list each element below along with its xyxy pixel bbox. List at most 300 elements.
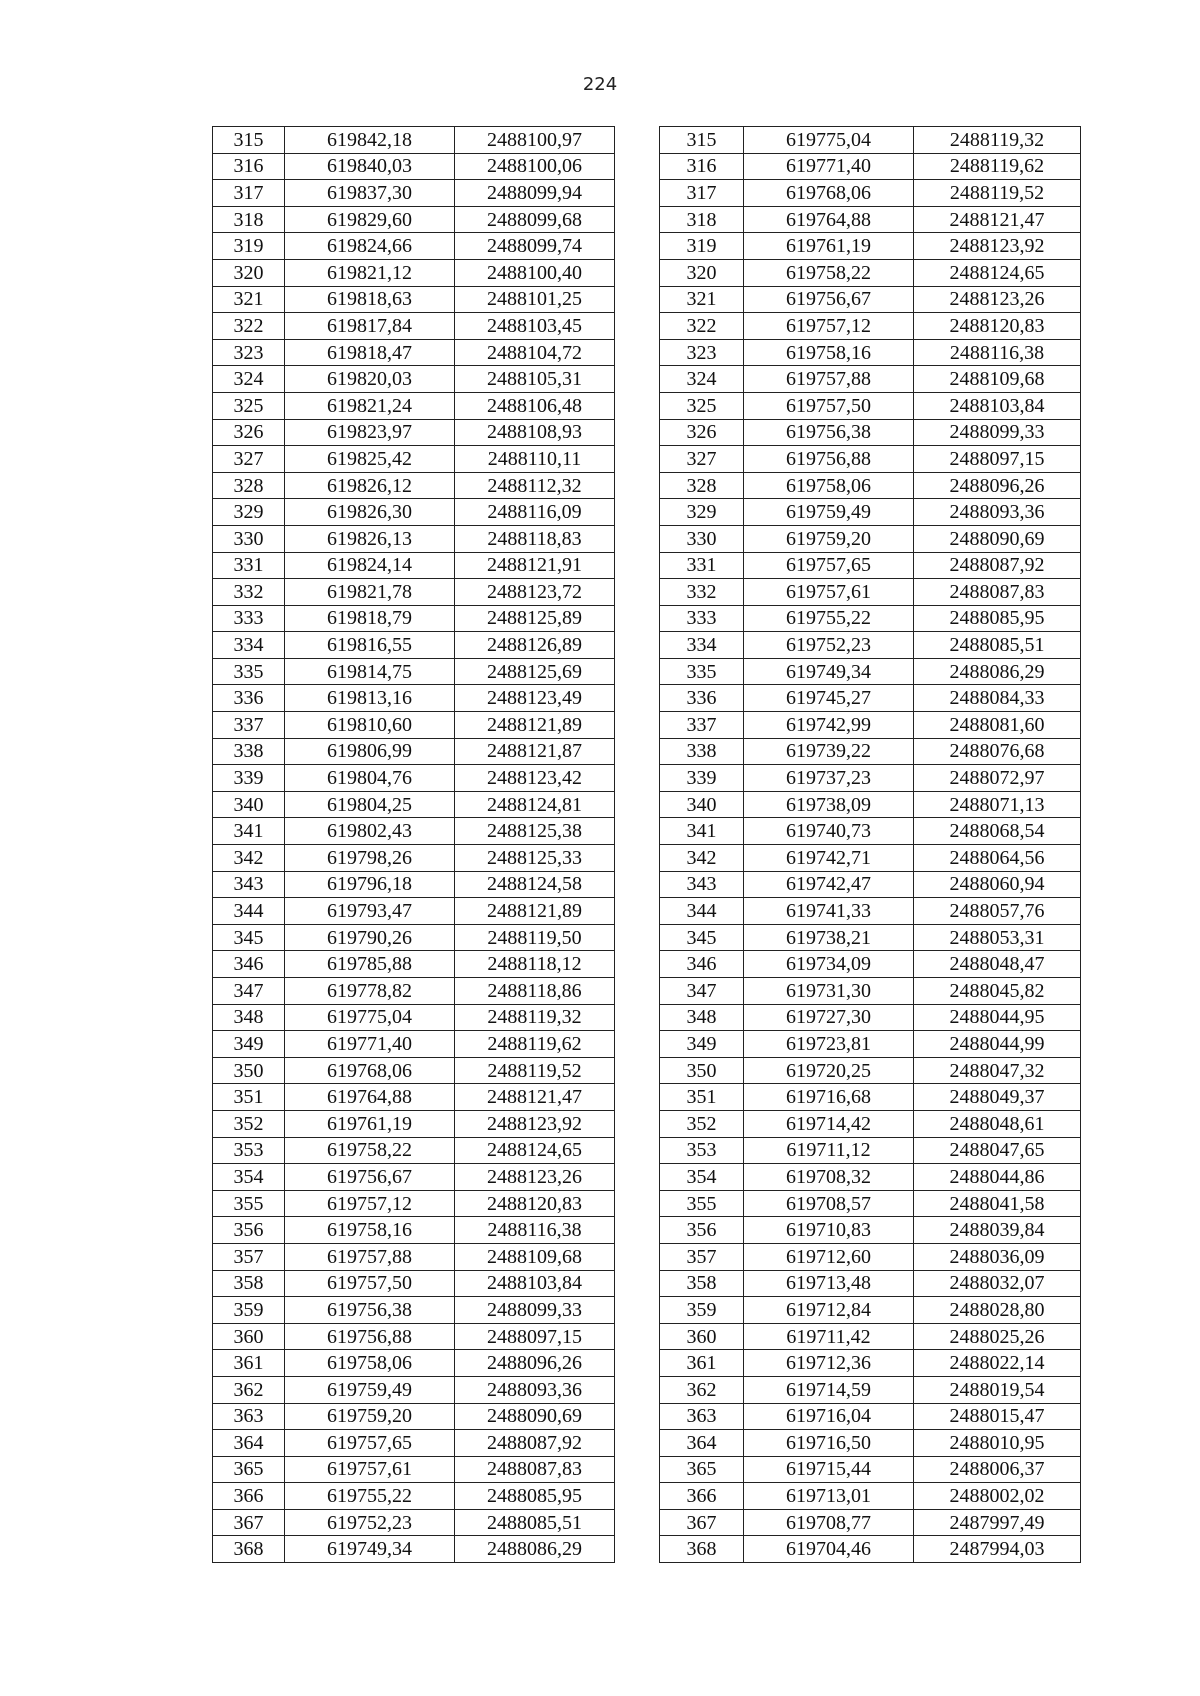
right-x-coordinate-cell: 619708,32 bbox=[744, 1164, 914, 1191]
right-point-number-cell: 324 bbox=[660, 366, 744, 393]
left-y-coordinate-cell: 2488099,68 bbox=[455, 206, 615, 233]
right-x-coordinate-cell: 619715,44 bbox=[744, 1456, 914, 1483]
right-x-coordinate-cell: 619714,42 bbox=[744, 1110, 914, 1137]
right-point-number-cell: 350 bbox=[660, 1057, 744, 1084]
right-x-coordinate-cell: 619713,01 bbox=[744, 1483, 914, 1510]
right-point-number-cell: 367 bbox=[660, 1509, 744, 1536]
left-x-coordinate-cell: 619764,88 bbox=[285, 1084, 455, 1111]
table-row bbox=[213, 233, 1081, 260]
left-x-coordinate-cell: 619757,61 bbox=[285, 1456, 455, 1483]
table-row bbox=[213, 951, 1081, 978]
left-point-number-cell: 362 bbox=[213, 1376, 285, 1403]
left-y-coordinate-cell: 2488123,92 bbox=[455, 1110, 615, 1137]
right-x-coordinate-cell: 619713,48 bbox=[744, 1270, 914, 1297]
left-y-coordinate-cell: 2488097,15 bbox=[455, 1323, 615, 1350]
right-point-number-cell: 336 bbox=[660, 685, 744, 712]
left-point-number-cell: 325 bbox=[213, 392, 285, 419]
table-row bbox=[213, 1190, 1081, 1217]
column-gap bbox=[615, 499, 660, 526]
right-x-coordinate-cell: 619712,60 bbox=[744, 1243, 914, 1270]
left-point-number-cell: 332 bbox=[213, 579, 285, 606]
table-row bbox=[213, 685, 1081, 712]
right-y-coordinate-cell: 2488039,84 bbox=[914, 1217, 1081, 1244]
table-row bbox=[213, 1456, 1081, 1483]
right-point-number-cell: 358 bbox=[660, 1270, 744, 1297]
right-point-number-cell: 363 bbox=[660, 1403, 744, 1430]
right-y-coordinate-cell: 2488060,94 bbox=[914, 871, 1081, 898]
left-point-number-cell: 342 bbox=[213, 845, 285, 872]
right-y-coordinate-cell: 2488048,47 bbox=[914, 951, 1081, 978]
column-gap bbox=[615, 1376, 660, 1403]
table-row bbox=[213, 206, 1081, 233]
left-x-coordinate-cell: 619804,76 bbox=[285, 765, 455, 792]
table-row bbox=[213, 632, 1081, 659]
right-y-coordinate-cell: 2488025,26 bbox=[914, 1323, 1081, 1350]
left-y-coordinate-cell: 2488108,93 bbox=[455, 419, 615, 446]
right-point-number-cell: 318 bbox=[660, 206, 744, 233]
left-x-coordinate-cell: 619826,12 bbox=[285, 472, 455, 499]
column-gap bbox=[615, 1243, 660, 1270]
left-point-number-cell: 320 bbox=[213, 259, 285, 286]
table-row bbox=[213, 579, 1081, 606]
right-x-coordinate-cell: 619738,09 bbox=[744, 791, 914, 818]
right-x-coordinate-cell: 619740,73 bbox=[744, 818, 914, 845]
right-x-coordinate-cell: 619720,25 bbox=[744, 1057, 914, 1084]
right-point-number-cell: 343 bbox=[660, 871, 744, 898]
right-y-coordinate-cell: 2488019,54 bbox=[914, 1376, 1081, 1403]
column-gap bbox=[615, 579, 660, 606]
table-row bbox=[213, 765, 1081, 792]
right-x-coordinate-cell: 619745,27 bbox=[744, 685, 914, 712]
left-y-coordinate-cell: 2488123,42 bbox=[455, 765, 615, 792]
left-point-number-cell: 344 bbox=[213, 898, 285, 925]
table-row bbox=[213, 924, 1081, 951]
right-y-coordinate-cell: 2488087,92 bbox=[914, 552, 1081, 579]
right-x-coordinate-cell: 619757,50 bbox=[744, 392, 914, 419]
left-x-coordinate-cell: 619821,78 bbox=[285, 579, 455, 606]
right-point-number-cell: 353 bbox=[660, 1137, 744, 1164]
table-row bbox=[213, 1031, 1081, 1058]
column-gap bbox=[615, 685, 660, 712]
right-point-number-cell: 365 bbox=[660, 1456, 744, 1483]
right-point-number-cell: 338 bbox=[660, 738, 744, 765]
right-y-coordinate-cell: 2488044,95 bbox=[914, 1004, 1081, 1031]
table-row bbox=[213, 419, 1081, 446]
right-x-coordinate-cell: 619710,83 bbox=[744, 1217, 914, 1244]
left-y-coordinate-cell: 2488116,09 bbox=[455, 499, 615, 526]
left-y-coordinate-cell: 2488123,26 bbox=[455, 1164, 615, 1191]
left-point-number-cell: 359 bbox=[213, 1297, 285, 1324]
right-y-coordinate-cell: 2488044,86 bbox=[914, 1164, 1081, 1191]
left-point-number-cell: 340 bbox=[213, 791, 285, 818]
right-y-coordinate-cell: 2487994,03 bbox=[914, 1536, 1081, 1563]
left-x-coordinate-cell: 619768,06 bbox=[285, 1057, 455, 1084]
left-point-number-cell: 353 bbox=[213, 1137, 285, 1164]
right-x-coordinate-cell: 619727,30 bbox=[744, 1004, 914, 1031]
left-point-number-cell: 329 bbox=[213, 499, 285, 526]
right-y-coordinate-cell: 2488006,37 bbox=[914, 1456, 1081, 1483]
left-y-coordinate-cell: 2488124,81 bbox=[455, 791, 615, 818]
right-point-number-cell: 345 bbox=[660, 924, 744, 951]
column-gap bbox=[615, 259, 660, 286]
column-gap bbox=[615, 1350, 660, 1377]
left-x-coordinate-cell: 619826,30 bbox=[285, 499, 455, 526]
left-y-coordinate-cell: 2488103,45 bbox=[455, 313, 615, 340]
right-x-coordinate-cell: 619708,77 bbox=[744, 1509, 914, 1536]
left-y-coordinate-cell: 2488086,29 bbox=[455, 1536, 615, 1563]
left-point-number-cell: 334 bbox=[213, 632, 285, 659]
right-x-coordinate-cell: 619764,88 bbox=[744, 206, 914, 233]
left-y-coordinate-cell: 2488099,94 bbox=[455, 180, 615, 207]
right-y-coordinate-cell: 2488119,32 bbox=[914, 127, 1081, 154]
left-point-number-cell: 351 bbox=[213, 1084, 285, 1111]
left-x-coordinate-cell: 619798,26 bbox=[285, 845, 455, 872]
left-y-coordinate-cell: 2488125,38 bbox=[455, 818, 615, 845]
table-row bbox=[213, 525, 1081, 552]
column-gap bbox=[615, 419, 660, 446]
right-x-coordinate-cell: 619758,22 bbox=[744, 259, 914, 286]
left-y-coordinate-cell: 2488096,26 bbox=[455, 1350, 615, 1377]
table-row bbox=[213, 313, 1081, 340]
left-point-number-cell: 368 bbox=[213, 1536, 285, 1563]
left-point-number-cell: 363 bbox=[213, 1403, 285, 1430]
right-y-coordinate-cell: 2488072,97 bbox=[914, 765, 1081, 792]
left-point-number-cell: 366 bbox=[213, 1483, 285, 1510]
right-x-coordinate-cell: 619759,49 bbox=[744, 499, 914, 526]
right-y-coordinate-cell: 2488045,82 bbox=[914, 978, 1081, 1005]
right-point-number-cell: 341 bbox=[660, 818, 744, 845]
column-gap bbox=[615, 1164, 660, 1191]
right-y-coordinate-cell: 2488032,07 bbox=[914, 1270, 1081, 1297]
column-gap bbox=[615, 127, 660, 154]
column-gap bbox=[615, 632, 660, 659]
right-point-number-cell: 323 bbox=[660, 339, 744, 366]
right-point-number-cell: 328 bbox=[660, 472, 744, 499]
right-y-coordinate-cell: 2488044,99 bbox=[914, 1031, 1081, 1058]
left-y-coordinate-cell: 2488109,68 bbox=[455, 1243, 615, 1270]
left-x-coordinate-cell: 619757,50 bbox=[285, 1270, 455, 1297]
left-y-coordinate-cell: 2488099,33 bbox=[455, 1297, 615, 1324]
column-gap bbox=[615, 1430, 660, 1457]
right-x-coordinate-cell: 619758,16 bbox=[744, 339, 914, 366]
right-point-number-cell: 329 bbox=[660, 499, 744, 526]
right-point-number-cell: 346 bbox=[660, 951, 744, 978]
right-point-number-cell: 334 bbox=[660, 632, 744, 659]
left-y-coordinate-cell: 2488123,49 bbox=[455, 685, 615, 712]
right-x-coordinate-cell: 619757,88 bbox=[744, 366, 914, 393]
right-y-coordinate-cell: 2488123,26 bbox=[914, 286, 1081, 313]
left-y-coordinate-cell: 2488124,65 bbox=[455, 1137, 615, 1164]
left-y-coordinate-cell: 2488087,92 bbox=[455, 1430, 615, 1457]
right-x-coordinate-cell: 619711,42 bbox=[744, 1323, 914, 1350]
left-x-coordinate-cell: 619802,43 bbox=[285, 818, 455, 845]
table-row bbox=[213, 738, 1081, 765]
right-y-coordinate-cell: 2488084,33 bbox=[914, 685, 1081, 712]
table-row bbox=[213, 658, 1081, 685]
table-row bbox=[213, 1297, 1081, 1324]
table-row bbox=[213, 472, 1081, 499]
left-y-coordinate-cell: 2488093,36 bbox=[455, 1376, 615, 1403]
column-gap bbox=[615, 1137, 660, 1164]
left-point-number-cell: 361 bbox=[213, 1350, 285, 1377]
left-point-number-cell: 321 bbox=[213, 286, 285, 313]
table-row bbox=[213, 1004, 1081, 1031]
left-y-coordinate-cell: 2488085,51 bbox=[455, 1509, 615, 1536]
right-y-coordinate-cell: 2488097,15 bbox=[914, 446, 1081, 473]
left-y-coordinate-cell: 2488120,83 bbox=[455, 1190, 615, 1217]
left-point-number-cell: 333 bbox=[213, 605, 285, 632]
table-row bbox=[213, 1057, 1081, 1084]
column-gap bbox=[615, 313, 660, 340]
right-point-number-cell: 360 bbox=[660, 1323, 744, 1350]
right-point-number-cell: 349 bbox=[660, 1031, 744, 1058]
right-y-coordinate-cell: 2488036,09 bbox=[914, 1243, 1081, 1270]
right-point-number-cell: 330 bbox=[660, 525, 744, 552]
left-x-coordinate-cell: 619821,12 bbox=[285, 259, 455, 286]
right-y-coordinate-cell: 2488096,26 bbox=[914, 472, 1081, 499]
left-y-coordinate-cell: 2488124,58 bbox=[455, 871, 615, 898]
table-row bbox=[213, 978, 1081, 1005]
left-point-number-cell: 316 bbox=[213, 153, 285, 180]
right-point-number-cell: 364 bbox=[660, 1430, 744, 1457]
left-y-coordinate-cell: 2488101,25 bbox=[455, 286, 615, 313]
right-x-coordinate-cell: 619749,34 bbox=[744, 658, 914, 685]
left-x-coordinate-cell: 619761,19 bbox=[285, 1110, 455, 1137]
table-row bbox=[213, 180, 1081, 207]
right-point-number-cell: 359 bbox=[660, 1297, 744, 1324]
left-x-coordinate-cell: 619758,06 bbox=[285, 1350, 455, 1377]
right-point-number-cell: 325 bbox=[660, 392, 744, 419]
left-y-coordinate-cell: 2488112,32 bbox=[455, 472, 615, 499]
left-point-number-cell: 315 bbox=[213, 127, 285, 154]
column-gap bbox=[615, 1270, 660, 1297]
left-x-coordinate-cell: 619755,22 bbox=[285, 1483, 455, 1510]
left-point-number-cell: 346 bbox=[213, 951, 285, 978]
left-point-number-cell: 365 bbox=[213, 1456, 285, 1483]
right-x-coordinate-cell: 619723,81 bbox=[744, 1031, 914, 1058]
right-y-coordinate-cell: 2488010,95 bbox=[914, 1430, 1081, 1457]
table-row bbox=[213, 392, 1081, 419]
left-x-coordinate-cell: 619759,20 bbox=[285, 1403, 455, 1430]
left-y-coordinate-cell: 2488100,40 bbox=[455, 259, 615, 286]
right-x-coordinate-cell: 619739,22 bbox=[744, 738, 914, 765]
right-point-number-cell: 321 bbox=[660, 286, 744, 313]
right-x-coordinate-cell: 619731,30 bbox=[744, 978, 914, 1005]
column-gap bbox=[615, 898, 660, 925]
right-x-coordinate-cell: 619756,88 bbox=[744, 446, 914, 473]
column-gap bbox=[615, 446, 660, 473]
column-gap bbox=[615, 1456, 660, 1483]
left-x-coordinate-cell: 619758,16 bbox=[285, 1217, 455, 1244]
column-gap bbox=[615, 1297, 660, 1324]
left-point-number-cell: 318 bbox=[213, 206, 285, 233]
left-x-coordinate-cell: 619756,38 bbox=[285, 1297, 455, 1324]
left-x-coordinate-cell: 619816,55 bbox=[285, 632, 455, 659]
left-point-number-cell: 348 bbox=[213, 1004, 285, 1031]
right-point-number-cell: 319 bbox=[660, 233, 744, 260]
right-y-coordinate-cell: 2488123,92 bbox=[914, 233, 1081, 260]
left-point-number-cell: 356 bbox=[213, 1217, 285, 1244]
column-gap bbox=[615, 1403, 660, 1430]
right-x-coordinate-cell: 619737,23 bbox=[744, 765, 914, 792]
right-x-coordinate-cell: 619712,84 bbox=[744, 1297, 914, 1324]
table-row bbox=[213, 871, 1081, 898]
table-row bbox=[213, 499, 1081, 526]
right-point-number-cell: 351 bbox=[660, 1084, 744, 1111]
right-y-coordinate-cell: 2488085,95 bbox=[914, 605, 1081, 632]
left-x-coordinate-cell: 619818,79 bbox=[285, 605, 455, 632]
right-y-coordinate-cell: 2488086,29 bbox=[914, 658, 1081, 685]
column-gap bbox=[615, 552, 660, 579]
left-y-coordinate-cell: 2488090,69 bbox=[455, 1403, 615, 1430]
column-gap bbox=[615, 233, 660, 260]
right-y-coordinate-cell: 2488028,80 bbox=[914, 1297, 1081, 1324]
left-x-coordinate-cell: 619806,99 bbox=[285, 738, 455, 765]
right-y-coordinate-cell: 2487997,49 bbox=[914, 1509, 1081, 1536]
right-point-number-cell: 361 bbox=[660, 1350, 744, 1377]
right-x-coordinate-cell: 619771,40 bbox=[744, 153, 914, 180]
left-y-coordinate-cell: 2488118,86 bbox=[455, 978, 615, 1005]
left-point-number-cell: 354 bbox=[213, 1164, 285, 1191]
left-x-coordinate-cell: 619775,04 bbox=[285, 1004, 455, 1031]
left-x-coordinate-cell: 619840,03 bbox=[285, 153, 455, 180]
right-point-number-cell: 335 bbox=[660, 658, 744, 685]
left-x-coordinate-cell: 619824,66 bbox=[285, 233, 455, 260]
left-x-coordinate-cell: 619826,13 bbox=[285, 525, 455, 552]
left-point-number-cell: 345 bbox=[213, 924, 285, 951]
left-point-number-cell: 349 bbox=[213, 1031, 285, 1058]
column-gap bbox=[615, 818, 660, 845]
left-point-number-cell: 323 bbox=[213, 339, 285, 366]
table-row bbox=[213, 1403, 1081, 1430]
right-y-coordinate-cell: 2488022,14 bbox=[914, 1350, 1081, 1377]
right-x-coordinate-cell: 619742,71 bbox=[744, 845, 914, 872]
column-gap bbox=[615, 1031, 660, 1058]
right-y-coordinate-cell: 2488119,62 bbox=[914, 153, 1081, 180]
column-gap bbox=[615, 845, 660, 872]
table-row bbox=[213, 286, 1081, 313]
left-y-coordinate-cell: 2488121,89 bbox=[455, 712, 615, 739]
right-point-number-cell: 320 bbox=[660, 259, 744, 286]
left-point-number-cell: 355 bbox=[213, 1190, 285, 1217]
table-row bbox=[213, 1084, 1081, 1111]
table-row bbox=[213, 153, 1081, 180]
column-gap bbox=[615, 605, 660, 632]
table-row bbox=[213, 1164, 1081, 1191]
right-x-coordinate-cell: 619714,59 bbox=[744, 1376, 914, 1403]
table-row bbox=[213, 898, 1081, 925]
left-y-coordinate-cell: 2488104,72 bbox=[455, 339, 615, 366]
left-x-coordinate-cell: 619793,47 bbox=[285, 898, 455, 925]
left-y-coordinate-cell: 2488087,83 bbox=[455, 1456, 615, 1483]
left-x-coordinate-cell: 619818,63 bbox=[285, 286, 455, 313]
column-gap bbox=[615, 472, 660, 499]
right-y-coordinate-cell: 2488076,68 bbox=[914, 738, 1081, 765]
column-gap bbox=[615, 658, 660, 685]
right-x-coordinate-cell: 619716,50 bbox=[744, 1430, 914, 1457]
table-row bbox=[213, 1350, 1081, 1377]
table-row bbox=[213, 1430, 1081, 1457]
table-row bbox=[213, 1137, 1081, 1164]
left-y-coordinate-cell: 2488123,72 bbox=[455, 579, 615, 606]
table-row bbox=[213, 259, 1081, 286]
left-y-coordinate-cell: 2488126,89 bbox=[455, 632, 615, 659]
right-y-coordinate-cell: 2488041,58 bbox=[914, 1190, 1081, 1217]
right-y-coordinate-cell: 2488120,83 bbox=[914, 313, 1081, 340]
right-x-coordinate-cell: 619758,06 bbox=[744, 472, 914, 499]
right-point-number-cell: 357 bbox=[660, 1243, 744, 1270]
left-x-coordinate-cell: 619804,25 bbox=[285, 791, 455, 818]
left-point-number-cell: 338 bbox=[213, 738, 285, 765]
right-x-coordinate-cell: 619712,36 bbox=[744, 1350, 914, 1377]
left-x-coordinate-cell: 619749,34 bbox=[285, 1536, 455, 1563]
right-x-coordinate-cell: 619741,33 bbox=[744, 898, 914, 925]
right-x-coordinate-cell: 619755,22 bbox=[744, 605, 914, 632]
right-y-coordinate-cell: 2488085,51 bbox=[914, 632, 1081, 659]
right-point-number-cell: 347 bbox=[660, 978, 744, 1005]
column-gap bbox=[615, 180, 660, 207]
left-x-coordinate-cell: 619829,60 bbox=[285, 206, 455, 233]
column-gap bbox=[615, 924, 660, 951]
left-x-coordinate-cell: 619817,84 bbox=[285, 313, 455, 340]
column-gap bbox=[615, 871, 660, 898]
table-row bbox=[213, 818, 1081, 845]
left-point-number-cell: 364 bbox=[213, 1430, 285, 1457]
right-y-coordinate-cell: 2488093,36 bbox=[914, 499, 1081, 526]
right-point-number-cell: 366 bbox=[660, 1483, 744, 1510]
left-x-coordinate-cell: 619796,18 bbox=[285, 871, 455, 898]
table-row bbox=[213, 605, 1081, 632]
left-point-number-cell: 336 bbox=[213, 685, 285, 712]
left-x-coordinate-cell: 619842,18 bbox=[285, 127, 455, 154]
column-gap bbox=[615, 1084, 660, 1111]
table-row bbox=[213, 1536, 1081, 1563]
table-row bbox=[213, 1376, 1081, 1403]
left-point-number-cell: 350 bbox=[213, 1057, 285, 1084]
left-y-coordinate-cell: 2488125,89 bbox=[455, 605, 615, 632]
left-point-number-cell: 352 bbox=[213, 1110, 285, 1137]
left-point-number-cell: 337 bbox=[213, 712, 285, 739]
left-x-coordinate-cell: 619825,42 bbox=[285, 446, 455, 473]
table-row bbox=[213, 1217, 1081, 1244]
left-point-number-cell: 367 bbox=[213, 1509, 285, 1536]
right-point-number-cell: 327 bbox=[660, 446, 744, 473]
left-y-coordinate-cell: 2488116,38 bbox=[455, 1217, 615, 1244]
right-y-coordinate-cell: 2488049,37 bbox=[914, 1084, 1081, 1111]
right-x-coordinate-cell: 619756,38 bbox=[744, 419, 914, 446]
right-y-coordinate-cell: 2488064,56 bbox=[914, 845, 1081, 872]
left-y-coordinate-cell: 2488106,48 bbox=[455, 392, 615, 419]
left-x-coordinate-cell: 619814,75 bbox=[285, 658, 455, 685]
left-x-coordinate-cell: 619818,47 bbox=[285, 339, 455, 366]
left-y-coordinate-cell: 2488100,06 bbox=[455, 153, 615, 180]
left-y-coordinate-cell: 2488100,97 bbox=[455, 127, 615, 154]
table-row bbox=[213, 1509, 1081, 1536]
table-row bbox=[213, 845, 1081, 872]
right-point-number-cell: 352 bbox=[660, 1110, 744, 1137]
table-row bbox=[213, 127, 1081, 154]
table-row bbox=[213, 712, 1081, 739]
page-number: 224 bbox=[582, 74, 618, 95]
left-x-coordinate-cell: 619757,65 bbox=[285, 1430, 455, 1457]
left-point-number-cell: 360 bbox=[213, 1323, 285, 1350]
right-point-number-cell: 326 bbox=[660, 419, 744, 446]
column-gap bbox=[615, 1483, 660, 1510]
column-gap bbox=[615, 1217, 660, 1244]
left-point-number-cell: 331 bbox=[213, 552, 285, 579]
left-y-coordinate-cell: 2488121,47 bbox=[455, 1084, 615, 1111]
left-x-coordinate-cell: 619813,16 bbox=[285, 685, 455, 712]
